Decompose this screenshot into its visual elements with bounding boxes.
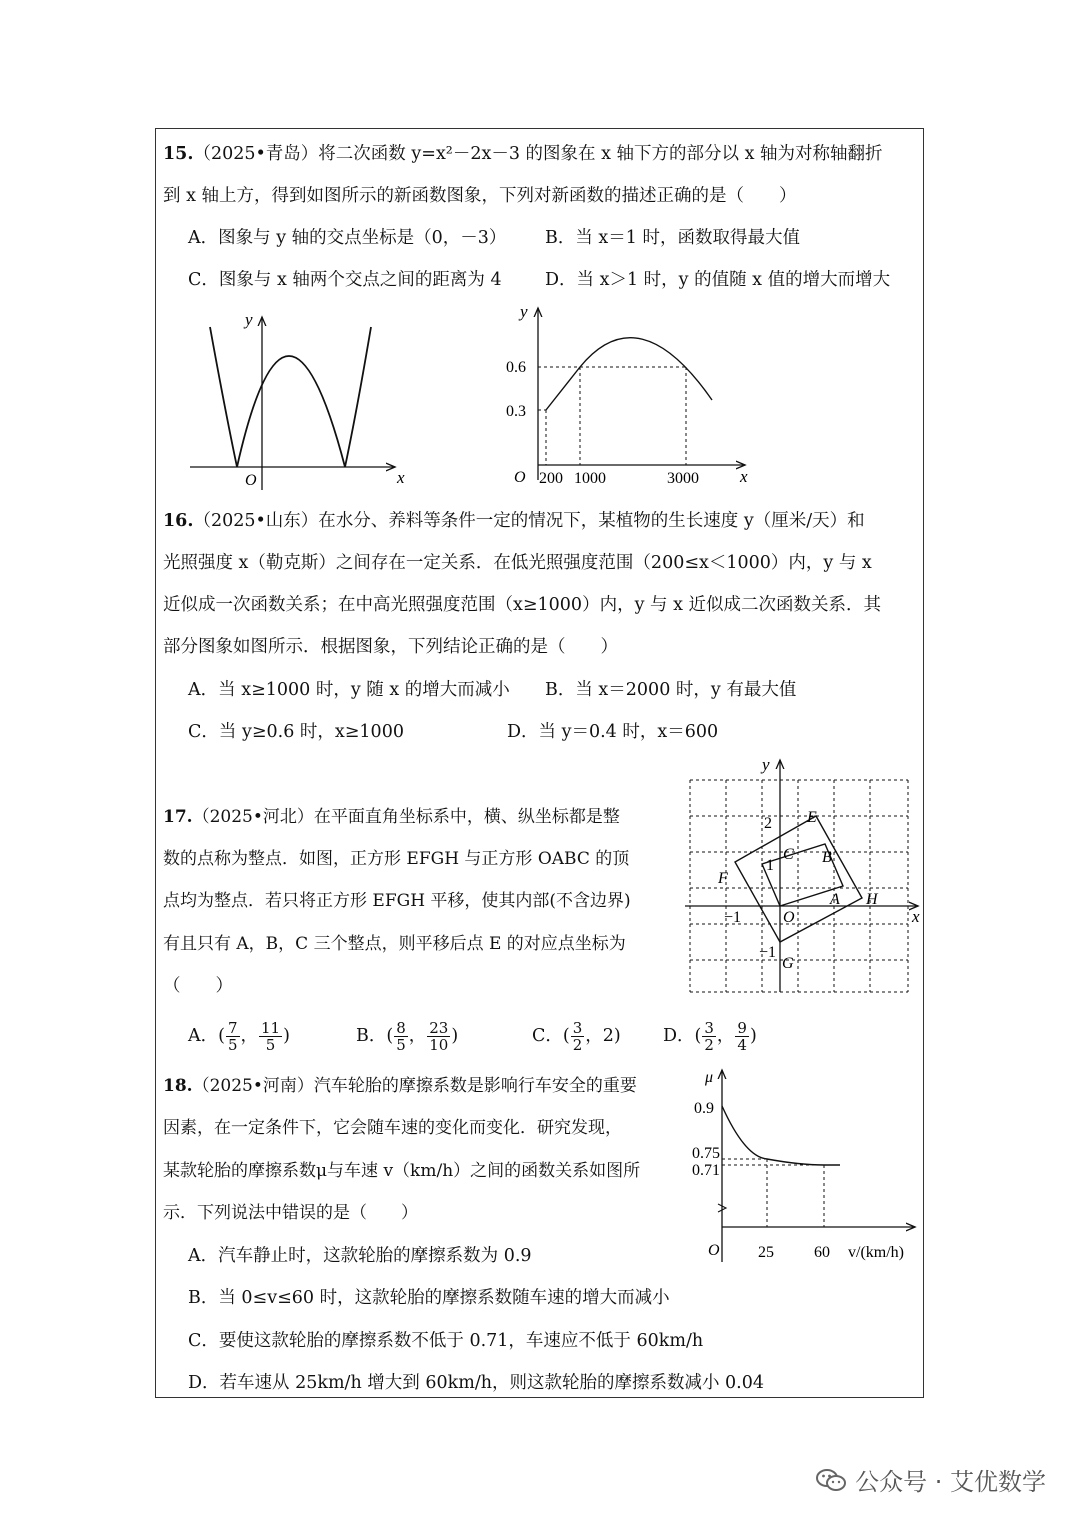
q15-x-label: x — [397, 468, 405, 487]
q17-line3: 点均为整点．若只将正方形 EFGH 平移，使其内部(不含边界) — [163, 891, 631, 911]
q18-line4: 示．下列说法中错误的是（ ） — [163, 1203, 418, 1223]
q16-x-tick-200: 200 — [539, 470, 563, 487]
q18-y-tick-0.75: 0.75 — [692, 1145, 720, 1162]
q16-line1: 16.（2025•山东）在水分、养料等条件一定的情况下，某植物的生长速度 y（厘米/天）和 — [163, 511, 865, 531]
q16-curve — [546, 338, 712, 410]
q16-x-tick-3000: 3000 — [667, 470, 699, 487]
q18-line3: 某款轮胎的摩擦系数μ与车速 v（km/h）之间的函数关系如图所 — [163, 1161, 641, 1181]
q17-tick-2: 2 — [764, 815, 772, 832]
q17-number: 17. — [163, 807, 193, 827]
q15-line2: 到 x 轴上方，得到如图所示的新函数图象，下列对新函数的描述正确的是（ ） — [163, 186, 797, 206]
q16-line4: 部分图象如图所示．根据图象，下列结论正确的是（ ） — [163, 637, 618, 657]
q17-point-c: C — [783, 846, 794, 863]
q15-y-label: y — [245, 310, 253, 329]
q18-option-d: D．若车速从 25km/h 增大到 60km/h，则这款轮胎的摩擦系数减小 0.04 — [188, 1373, 765, 1393]
q17-x-label: x — [912, 907, 920, 926]
q17-tick-1: 1 — [766, 857, 774, 874]
q15-equation: y=x²－2x－3 — [411, 144, 520, 164]
q16-x-tick-1000: 1000 — [574, 470, 606, 487]
q17-point-e: E — [807, 809, 817, 826]
q17-point-f: F — [718, 870, 728, 887]
q15-graph — [185, 305, 410, 495]
q15-line1: 15.（2025•青岛）将二次函数 y=x²－2x－3 的图象在 x 轴下方的部分以 x 轴为对称轴翻折 — [163, 144, 883, 164]
q17-line1: 17.（2025•河北）在平面直角坐标系中，横、纵坐标都是整 — [163, 807, 620, 827]
q16-x-label: x — [740, 467, 748, 486]
q18-x-tick-60: 60 — [814, 1244, 830, 1261]
q18-option-a: A．汽车静止时，这款轮胎的摩擦系数为 0.9 — [188, 1246, 532, 1266]
q18-origin: O — [708, 1242, 720, 1259]
q16-line3: 近似成一次函数关系；在中高光照强度范围（x≥1000）内，y 与 x 近似成二次函数关系．其 — [163, 595, 882, 615]
q16-option-c: C．当 y≥0.6 时，x≥1000 — [188, 722, 404, 742]
q18-y-label: μ — [705, 1069, 714, 1086]
q18-x-label: v/(km/h) — [848, 1244, 904, 1261]
q17-tick-neg1-x: −1 — [724, 909, 742, 926]
q16-y-tick-0.6: 0.6 — [506, 359, 526, 376]
q15-option-c: C．图象与 x 轴两个交点之间的距离为 4 — [188, 270, 502, 290]
q17-line5: （ ） — [163, 976, 233, 996]
watermark — [815, 1462, 1046, 1497]
q16-option-a: A．当 x≥1000 时，y 随 x 的增大而减小 — [188, 680, 510, 700]
q18-number: 18. — [163, 1076, 193, 1096]
q18-option-c: C．要使这款轮胎的摩擦系数不低于 0.71，车速应不低于 60km/h — [188, 1331, 704, 1351]
q18-y-tick-0.71: 0.71 — [692, 1162, 720, 1179]
q18-graph — [690, 1062, 930, 1274]
q15-curve — [210, 327, 371, 467]
q17-point-g: G — [782, 955, 794, 972]
q17-y-label: y — [762, 755, 770, 774]
q15-option-d: D．当 x＞1 时，y 的值随 x 值的增大而增大 — [545, 270, 891, 290]
q15-option-b: B．当 x＝1 时，函数取得最大值 — [545, 228, 800, 248]
q17-point-b: B — [822, 849, 832, 866]
q16-graph — [500, 300, 760, 490]
q17-option-b: B．( $\frac{8}{5}$ ， $\frac{23}{10}$ ) — [356, 1019, 459, 1054]
watermark-text: 公众号 · 艾优数学 — [855, 1468, 1046, 1496]
q18-option-b: B．当 0≤v≤60 时，这款轮胎的摩擦系数随车速的增大而减小 — [188, 1288, 670, 1308]
q18-curve — [722, 1106, 840, 1165]
wechat-icon — [815, 1467, 847, 1493]
q16-option-b: B．当 x＝2000 时，y 有最大值 — [545, 680, 797, 700]
q18-y-tick-0.9: 0.9 — [694, 1100, 714, 1117]
q17-option-c: C．( $\frac{3}{2}$ ，2) — [532, 1019, 621, 1054]
q17-origin: O — [783, 909, 795, 926]
q16-y-label: y — [520, 302, 528, 321]
q17-point-a: A — [830, 891, 840, 908]
q18-line1: 18.（2025•河南）汽车轮胎的摩擦系数是影响行车安全的重要 — [163, 1076, 637, 1096]
q18-x-tick-25: 25 — [758, 1244, 774, 1261]
q17-graph — [680, 752, 930, 997]
q16-origin: O — [514, 469, 526, 486]
q15-option-a: A．图象与 y 轴的交点坐标是（0，－3） — [188, 228, 507, 248]
q16-number: 16. — [163, 511, 194, 531]
q17-point-h: H — [866, 891, 878, 908]
q17-tick-neg1-y: −1 — [759, 944, 777, 961]
q17-line4: 有且只有 A，B，C 三个整点，则平移后点 E 的对应点坐标为 — [163, 934, 626, 954]
q15-number: 15. — [163, 144, 194, 164]
q16-y-tick-0.3: 0.3 — [506, 403, 526, 420]
q18-line2: 因素，在一定条件下，它会随车速的变化而变化．研究发现， — [163, 1118, 622, 1138]
q17-line2: 数的点称为整点．如图，正方形 EFGH 与正方形 OABC 的顶 — [163, 849, 630, 869]
q17-option-d: D．( $\frac{3}{2}$ ， $\frac{9}{4}$ ) — [663, 1019, 757, 1054]
q16-line2: 光照强度 x（勒克斯）之间存在一定关系．在低光照强度范围（200≤x＜1000）内，y 与 x — [163, 553, 872, 573]
q16-option-d: D．当 y＝0.4 时，x＝600 — [507, 722, 719, 742]
q17-option-a: A．( $\frac{7}{5}$ ， $\frac{11}{5}$ ) — [188, 1019, 290, 1054]
q15-origin: O — [245, 472, 257, 489]
